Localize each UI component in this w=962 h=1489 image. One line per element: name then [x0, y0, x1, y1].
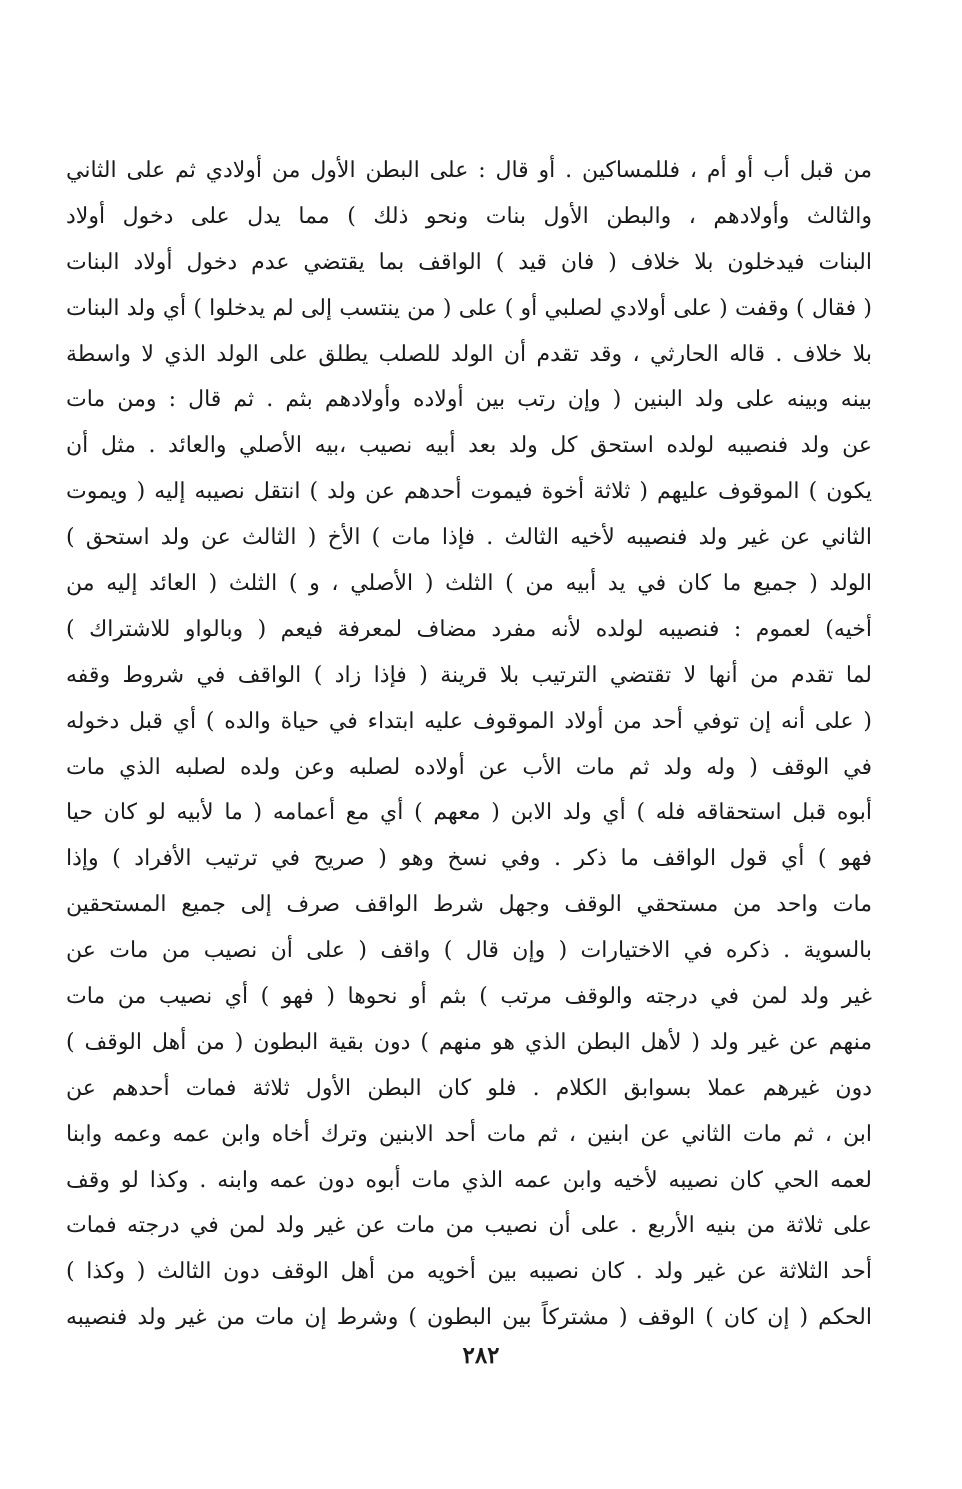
text-line: منهم عن غير ولد ( لأهل البطن الذي هو منهم ) دون بقية البطون ( من أهل الوقف ): [66, 1029, 872, 1055]
text-line: الثاني عن غير ولد فنصيبه لأخيه الثالث . فإذا مات ) الأخ ( الثالث عن ولد استحق ): [66, 525, 872, 551]
text-line: ( فقال ) وقفت ( على أولادي لصلبي أو ) على ( من ينتسب إلى لم يدخلوا ) أي ولد البنات: [66, 295, 872, 321]
text-line: دون غيرهم عملا بسوابق الكلام . فلو كان البطن الأول ثلاثة فمات أحدهم عن: [66, 1075, 872, 1101]
text-line: الولد ( جميع ما كان في يد أبيه من ) الثلث ( الأصلي ، و ) الثلث ( العائد إليه من: [66, 571, 872, 597]
text-line: لعمه الحي كان نصيبه لأخيه وابن عمه الذي مات أبوه دون عمه وابنه . وكذا لو وقف: [66, 1167, 872, 1193]
text-line: من قبل أب أو أم ، فللمساكين . أو قال : على البطن الأول من أولادي ثم على الثاني: [66, 158, 872, 183]
text-line: البنات فيدخلون بلا خلاف ( فان قيد ) الواقف بما يقتضي عدم دخول أولاد البنات: [66, 249, 872, 275]
text-line: بالسوية . ذكره في الاختيارات ( وإن قال ) واقف ( على أن نصيب من مات عن: [66, 938, 872, 964]
text-line: الحكم ( إن كان ) الوقف ( مشتركاً بين البطون ) وشرط إن مات من غير ولد فنصيبه: [66, 1305, 872, 1331]
text-line: بلا خلاف . قاله الحارثي ، وقد تقدم أن الولد للصلب يطلق على الولد الذي لا واسطة: [66, 341, 872, 367]
text-line: أبوه قبل استحقاقه فله ) أي ولد الابن ( معهم ) أي مع أعمامه ( ما لأبيه لو كان حيا: [66, 800, 872, 826]
text-line: عن ولد فنصيبه لولده استحق كل ولد بعد أبيه نصيب ،بيه الأصلي والعائد . مثل أن: [66, 433, 872, 459]
text-line: بينه وبينه على ولد البنين ( وإن رتب بين أولاده وأولادهم بثم . ثم قال : ومن مات: [66, 387, 872, 413]
text-line: ( على أنه إن توفي أحد من أولاد الموقوف عليه ابتداء في حياة والده ) أي قبل دخوله: [66, 708, 872, 734]
text-line: أخيه) لعموم : فنصيبه لولده لأنه مفرد مضاف لمعرفة فيعم ( وبالواو للاشتراك ): [66, 616, 872, 642]
text-line: ابن ، ثم مات الثاني عن ابنين ، ثم مات أحد الابنين وترك أخاه وابن عمه وعمه وابنا: [66, 1121, 872, 1147]
text-line: فهو ) أي قول الواقف ما ذكر . وفي نسخ وهو ( صريح في ترتيب الأفراد ) وإذا: [66, 846, 872, 872]
text-line: والثالث وأولادهم ، والبطن الأول بنات ونحو ذلك ) مما يدل على دخول أولاد: [66, 203, 872, 229]
page-number: ٢٨٢: [462, 1342, 500, 1369]
text-line: غير ولد لمن في درجته والوقف مرتب ) بثم أو نحوها ( فهو ) أي نصيب من مات: [66, 984, 872, 1010]
text-line: يكون ) الموقوف عليهم ( ثلاثة أخوة فيموت أحدهم عن ولد ) انتقل نصيبه إليه ( ويموت: [66, 479, 872, 505]
body-text: [66, 148, 872, 1341]
text-line: على ثلاثة من بنيه الأربع . على أن نصيب من مات عن غير ولد لمن في درجته فمات: [66, 1213, 872, 1239]
text-line: لما تقدم من أنها لا تقتضي الترتيب بلا قرينة ( فإذا زاد ) الواقف في شروط وقفه: [66, 662, 872, 688]
text-line: أحد الثلاثة عن غير ولد . كان نصيبه بين أخويه من أهل الوقف دون الثالث ( وكذا ): [66, 1259, 872, 1285]
text-line: مات واحد من مستحقي الوقف وجهل شرط الواقف صرف إلى جميع المستحقين: [66, 892, 872, 918]
text-line: في الوقف ( وله ولد ثم مات الأب عن أولاده لصلبه وعن ولده لصلبه الذي مات: [66, 754, 872, 780]
